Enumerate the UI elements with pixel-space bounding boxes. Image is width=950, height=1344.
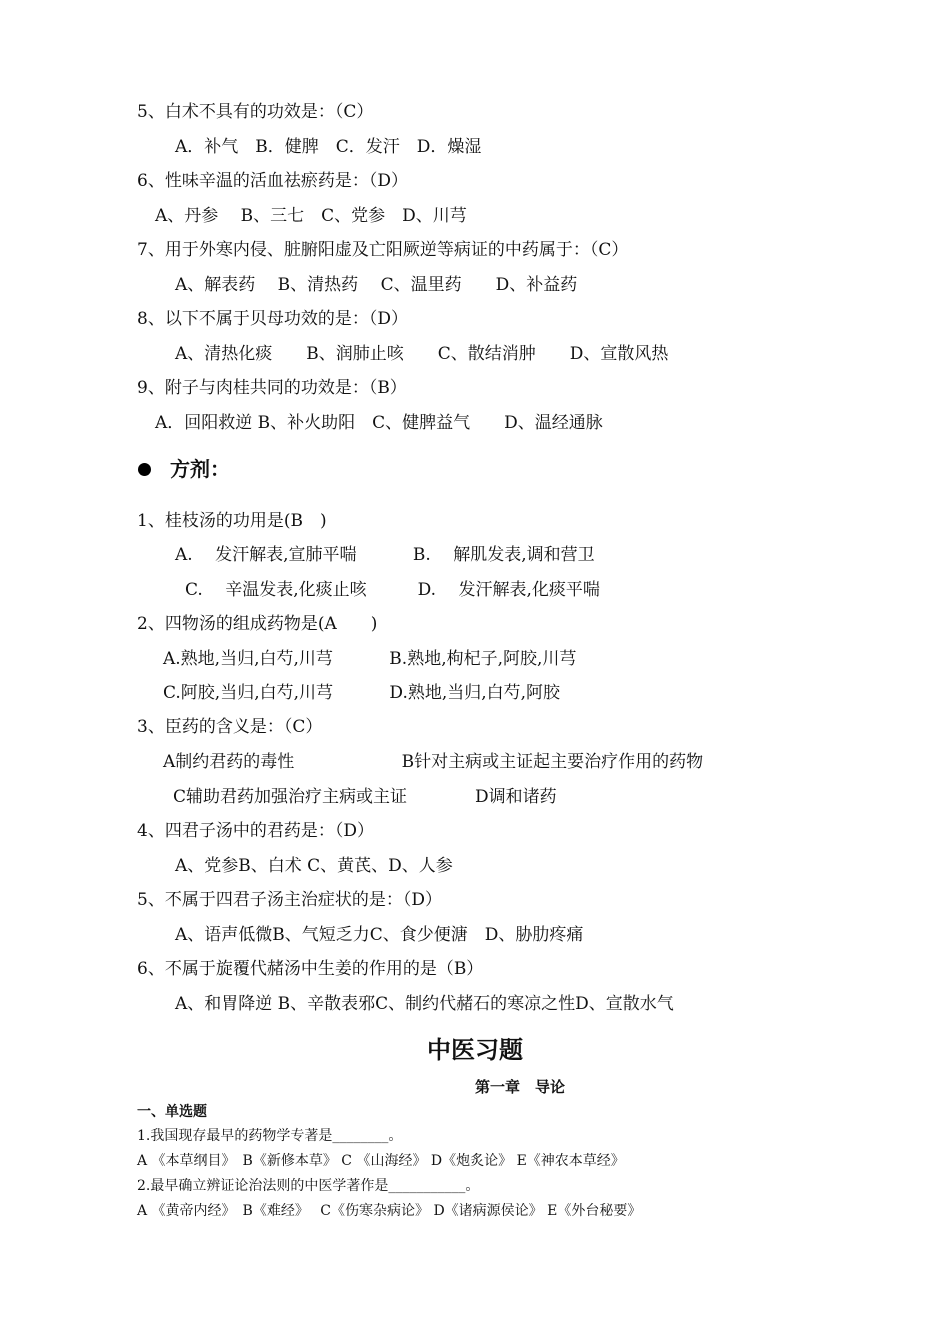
bullet-icon (138, 463, 151, 476)
herbs-question-6-options: A、丹参 B、三七 C、党参 D、川芎 (155, 206, 467, 226)
formulas-question-4-options: A、党参B、白术 C、黄芪、D、人参 (175, 856, 453, 876)
herbs-question-8: 8、以下不属于贝母功效的是：（D） (137, 309, 408, 329)
formulas-question-6: 6、不属于旋覆代赭汤中生姜的作用的是（B） (137, 959, 484, 979)
herbs-question-7: 7、用于外寒内侵、脏腑阳虚及亡阳厥逆等病证的中药属于：（C） (137, 240, 629, 260)
formulas-question-3: 3、臣药的含义是：（C） (137, 717, 323, 737)
herbs-question-9: 9、附子与肉桂共同的功效是：（B） (137, 378, 407, 398)
herbs-question-6: 6、性味辛温的活血祛瘀药是：（D） (137, 171, 408, 191)
formulas-question-2-options-ab: A.熟地,当归,白芍,川芎 B.熟地,枸杞子,阿胶,川芎 (163, 649, 577, 669)
formulas-heading: 方剂： (170, 457, 230, 481)
formulas-question-6-options: A、和胃降逆 B、辛散表邪C、制约代赭石的寒凉之性D、宣散水气 (175, 994, 674, 1014)
formulas-question-3-options-ab: A制约君药的毒性 B针对主病或主证起主要治疗作用的药物 (163, 752, 704, 772)
formulas-question-2: 2、四物汤的组成药物是(A ) (137, 614, 378, 634)
formulas-question-1-options-cd: C. 辛温发表,化痰止咳 D. 发汗解表,化痰平喘 (185, 580, 600, 600)
formulas-question-2-options-cd: C.阿胶,当归,白芍,川芎 D.熟地,当归,白芍,阿胶 (163, 683, 561, 703)
formulas-question-5-options: A、语声低微B、气短乏力C、食少便溏 D、胁肋疼痛 (175, 925, 584, 945)
exercise-question-1: 1.我国现存最早的药物学专著是________。 (137, 1128, 403, 1144)
herbs-question-8-options: A、清热化痰 B、润肺止咳 C、散结消肿 D、宣散风热 (175, 344, 669, 364)
chapter-title: 第一章 导论 (474, 1078, 565, 1096)
herbs-question-5: 5、白术不具有的功效是：（C） (137, 102, 374, 122)
herbs-question-9-options: A．回阳救逆 B、补火助阳 C、健脾益气 D、温经通脉 (155, 413, 603, 433)
exercise-question-2: 2.最早确立辨证论治法则的中医学著作是___________。 (137, 1178, 480, 1194)
herbs-question-7-options: A、解表药 B、清热药 C、温里药 D、补益药 (175, 275, 578, 295)
formulas-question-1: 1、桂枝汤的功用是(B ) (137, 511, 327, 531)
formulas-question-4: 4、四君子汤中的君药是：（D） (137, 821, 374, 841)
formulas-question-1-options-ab: A. 发汗解表,宣肺平喘 B. 解肌发表,调和营卫 (175, 545, 595, 565)
page-title: 中医习题 (427, 1036, 523, 1064)
section-heading: 一、单选题 (137, 1104, 207, 1120)
exercise-question-1-options: A 《本草纲目》 B《新修本草》 C 《山海经》 D《炮炙论》 E《神农本草经》 (137, 1153, 625, 1169)
herbs-question-5-options: A．补气 B．健脾 C．发汗 D．燥湿 (175, 137, 482, 157)
formulas-question-5: 5、不属于四君子汤主治症状的是：（D） (137, 890, 442, 910)
formulas-question-3-options-cd: C辅助君药加强治疗主病或主证 D调和诸药 (173, 787, 557, 807)
exercise-question-2-options: A 《黄帝内经》 B《难经》 C《伤寒杂病论》 D《诸病源侯论》 E《外台秘要》 (137, 1203, 642, 1219)
